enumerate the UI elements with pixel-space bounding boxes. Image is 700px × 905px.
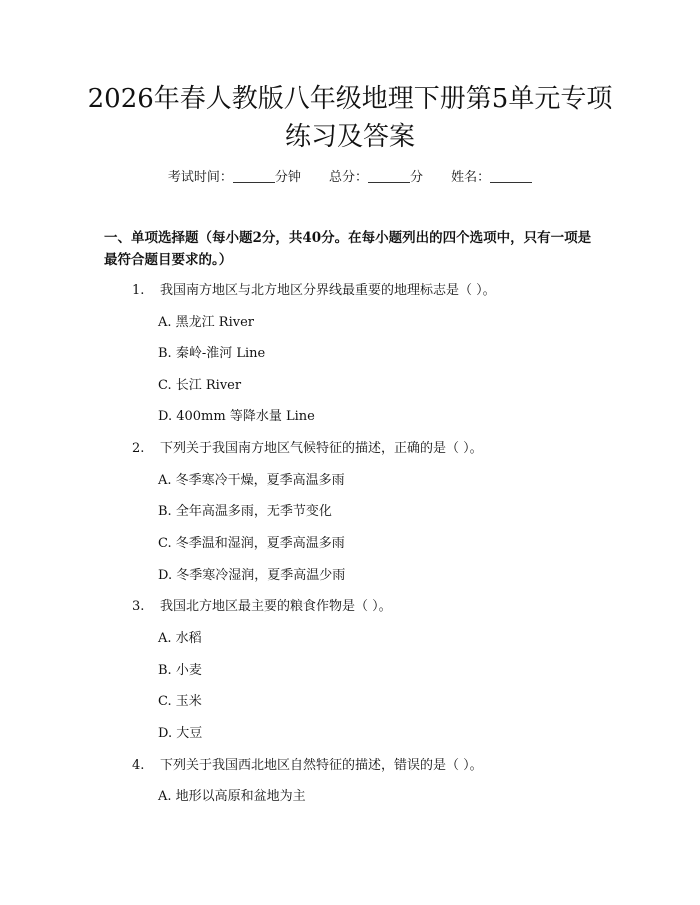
option-4a: A. 地形以高原和盆地为主 (158, 789, 306, 804)
exam-score (329, 170, 423, 185)
option-1d: D. 400mm 等降水量 Line (158, 409, 315, 424)
option-1a: A. 黑龙江 River (158, 315, 254, 330)
score-blank (368, 170, 410, 183)
question-2 (132, 439, 602, 459)
document-title: 2026年春人教版八年级地理下册第5单元专项练习及答案 (87, 84, 613, 152)
option-2b: B. 全年高温多雨，无季节变化 (158, 504, 332, 519)
name-label: 姓名： (451, 170, 491, 185)
score-unit: 分 (410, 170, 424, 185)
question-1 (132, 281, 602, 301)
option-3a: A. 水稻 (158, 631, 202, 646)
time-blank (233, 170, 275, 183)
time-unit: 分钟 (274, 170, 301, 185)
option-2d: D. 冬季寒冷湿润，夏季高温少雨 (158, 568, 346, 583)
question-text: 我国北方地区最主要的粮食作物是（ ）。 (160, 599, 392, 614)
question-text: 我国南方地区与北方地区分界线最重要的地理标志是（ ）。 (160, 283, 496, 298)
name-blank (490, 170, 532, 183)
question-3 (132, 597, 602, 617)
question-text: 下列关于我国南方地区气候特征的描述，正确的是（ ）。 (160, 441, 483, 456)
option-3c: C. 玉米 (158, 694, 202, 709)
question-number: 1. (132, 283, 145, 298)
option-3b: B. 小麦 (158, 663, 202, 678)
question-number: 4. (132, 758, 145, 773)
option-1b: B. 秦岭-淮河 Line (158, 346, 266, 361)
time-label: 考试时间： (167, 170, 233, 185)
question-number: 2. (132, 441, 145, 456)
section-heading: 一、单项选择题（每小题2分，共40分。在每小题列出的四个选项中，只有一项是最符合题目要求的。） (104, 230, 592, 268)
exam-name (451, 170, 532, 185)
exam-meta-line (0, 168, 700, 188)
question-text: 下列关于我国西北地区自然特征的描述，错误的是（ ）。 (160, 758, 483, 773)
option-2c: C. 冬季温和湿润，夏季高温多雨 (158, 536, 345, 551)
exam-time (168, 170, 301, 185)
score-label: 总分： (328, 170, 368, 185)
option-2a: A. 冬季寒冷干燥，夏季高温多雨 (158, 473, 345, 488)
option-3d: D. 大豆 (158, 726, 203, 741)
option-1c: C. 长江 River (158, 378, 242, 393)
question-number: 3. (132, 599, 145, 614)
question-4 (132, 756, 602, 776)
